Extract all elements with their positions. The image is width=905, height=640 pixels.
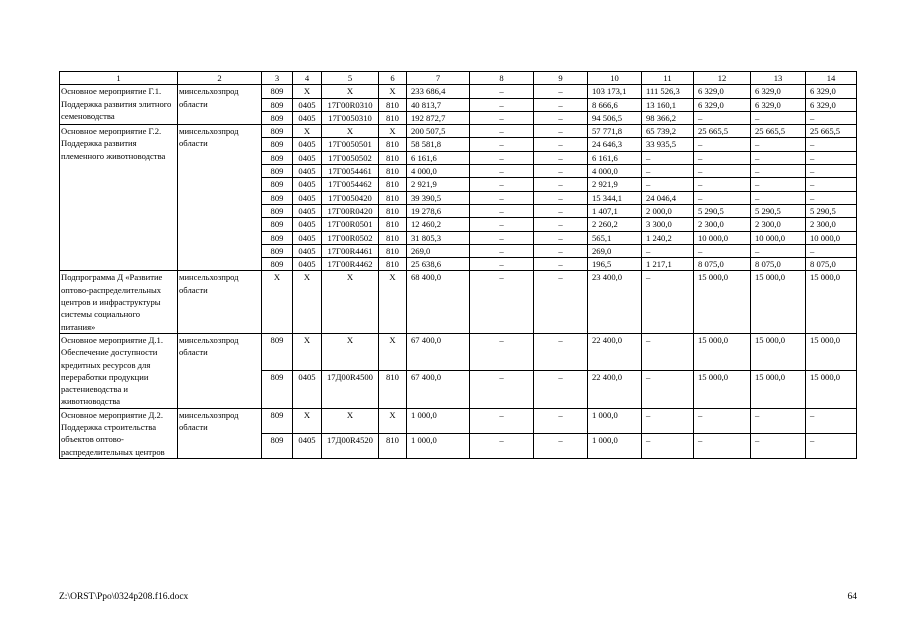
table-cell: – [694,178,751,191]
column-header-2: 2 [178,72,262,85]
table-cell: 2 921,9 [407,178,470,191]
table-cell: 68 400,0 [407,271,470,333]
table-cell: 17Г00R0310 [322,98,379,111]
table-cell: 13 160,1 [642,98,694,111]
table-cell: 809 [262,138,293,151]
table-cell: 8 075,0 [806,258,857,271]
table-cell: – [534,138,588,151]
table-cell: X [322,85,379,98]
table-cell: 810 [379,244,407,257]
table-cell: 15 000,0 [806,371,857,408]
table-cell: – [806,408,857,433]
table-cell: 6 329,0 [751,85,806,98]
table-cell: – [751,191,806,204]
table-cell: 17Г0050502 [322,151,379,164]
table-cell: X [379,85,407,98]
table-cell: 809 [262,371,293,408]
column-header-8: 8 [470,72,534,85]
table-cell: – [470,371,534,408]
table-cell: 810 [379,138,407,151]
table-cell: – [470,191,534,204]
table-cell: – [534,371,588,408]
table-cell: – [534,191,588,204]
table-cell: 0405 [293,178,322,191]
program-name-cell: Основное мероприятие Г.1. Поддержка развития элитного семеноводства [60,85,178,125]
table-cell: 809 [262,258,293,271]
column-header-5: 5 [322,72,379,85]
table-cell: – [470,244,534,257]
table-cell: 17Г0050310 [322,111,379,124]
table-cell: 15 344,1 [588,191,642,204]
page-footer [59,592,857,602]
table-cell: – [470,138,534,151]
table-cell: 25 665,5 [806,125,857,138]
table-cell: 810 [379,258,407,271]
table-cell: 1 000,0 [407,433,470,458]
table-cell: 19 278,6 [407,204,470,217]
table-cell: – [470,408,534,433]
table-cell: X [322,271,379,333]
table-cell: 809 [262,408,293,433]
table-cell: – [534,204,588,217]
table-cell: 233 686,4 [407,85,470,98]
table-cell: 0405 [293,204,322,217]
table-cell: 1 240,2 [642,231,694,244]
table-cell: – [694,244,751,257]
table-cell: 17Г00R0420 [322,204,379,217]
column-header-11: 11 [642,72,694,85]
table-cell: 58 581,8 [407,138,470,151]
table-cell: 15 000,0 [694,271,751,333]
table-cell: 40 813,7 [407,98,470,111]
table-cell: X [379,271,407,333]
table-cell: 810 [379,433,407,458]
table-cell: – [470,165,534,178]
table-cell: – [751,244,806,257]
column-header-12: 12 [694,72,751,85]
table-cell: 0405 [293,433,322,458]
table-cell: – [534,408,588,433]
table-cell: 810 [379,178,407,191]
table-cell: 810 [379,111,407,124]
table-cell: 22 400,0 [588,333,642,370]
table-cell: 17Г0054462 [322,178,379,191]
table-cell: 809 [262,231,293,244]
table-cell: X [379,333,407,370]
table-cell: – [534,271,588,333]
table-cell: 809 [262,433,293,458]
agency-cell: минсельхозпрод области [178,271,262,333]
table-cell: 5 290,5 [806,204,857,217]
table-cell: – [470,218,534,231]
table-cell: 4 000,0 [407,165,470,178]
table-cell: 0405 [293,231,322,244]
table-cell: 10 000,0 [751,231,806,244]
table-cell: 39 390,5 [407,191,470,204]
table-cell: 17Д00R4500 [322,371,379,408]
column-header-10: 10 [588,72,642,85]
table-cell: 0405 [293,111,322,124]
table-cell: – [806,191,857,204]
table-cell: – [694,111,751,124]
table-cell: 12 460,2 [407,218,470,231]
table-cell: 15 000,0 [751,333,806,370]
table-row [60,408,857,433]
table-cell: – [534,178,588,191]
agency-cell: минсельхозпрод области [178,85,262,125]
table-cell: 98 366,2 [642,111,694,124]
table-cell: 809 [262,85,293,98]
table-cell: 3 300,0 [642,218,694,231]
table-cell: – [751,433,806,458]
table-cell: X [293,333,322,370]
table-cell: 6 329,0 [694,85,751,98]
agency-cell: минсельхозпрод области [178,408,262,458]
table-cell: – [694,165,751,178]
table-cell: – [642,433,694,458]
table-cell: 10 000,0 [694,231,751,244]
table-cell: 809 [262,165,293,178]
table-cell: 2 300,0 [806,218,857,231]
table-cell: 6 329,0 [694,98,751,111]
table-cell: 65 739,2 [642,125,694,138]
table-cell: – [534,98,588,111]
table-cell: 809 [262,218,293,231]
table-cell: – [470,258,534,271]
table-cell: X [293,271,322,333]
table-cell: – [642,151,694,164]
table-cell: 0405 [293,258,322,271]
table-cell: 809 [262,98,293,111]
table-cell: – [470,178,534,191]
table-cell: 5 290,5 [694,204,751,217]
table-cell: – [642,178,694,191]
table-cell: – [751,151,806,164]
table-cell: X [322,125,379,138]
table-row [60,85,857,98]
column-header-3: 3 [262,72,293,85]
table-cell: 67 400,0 [407,371,470,408]
table-cell: 0405 [293,98,322,111]
table-cell: 5 290,5 [751,204,806,217]
table-cell: 810 [379,151,407,164]
table-cell: 2 300,0 [694,218,751,231]
table-cell: 200 507,5 [407,125,470,138]
table-cell: – [806,138,857,151]
table-cell: 103 173,1 [588,85,642,98]
table-cell: – [806,111,857,124]
column-header-4: 4 [293,72,322,85]
table-cell: 0405 [293,151,322,164]
table-cell: 17Г0050501 [322,138,379,151]
column-header-13: 13 [751,72,806,85]
table-cell: 8 075,0 [751,258,806,271]
table-row [60,333,857,370]
table-cell: 810 [379,231,407,244]
table-cell: 6 329,0 [806,85,857,98]
program-name-cell: Подпрограмма Д «Развитие оптово-распределительных центров и инфраструктуры системы социального питания» [60,271,178,333]
table-cell: – [751,165,806,178]
table-cell: – [534,218,588,231]
table-cell: – [534,85,588,98]
table-cell: 57 771,8 [588,125,642,138]
table-cell: X [322,408,379,433]
table-cell: 1 000,0 [588,408,642,433]
program-name-cell: Основное мероприятие Д.2. Поддержка строительства объектов оптово-распределительных центров [60,408,178,458]
table-cell: – [534,165,588,178]
table-cell: 25 638,6 [407,258,470,271]
table-cell: 196,5 [588,258,642,271]
table-cell: 2 000,0 [642,204,694,217]
table-cell: 15 000,0 [694,333,751,370]
table-cell: 809 [262,125,293,138]
table-cell: – [642,333,694,370]
table-cell: 810 [379,191,407,204]
table-cell: 17Д00R4520 [322,433,379,458]
table-cell: – [642,165,694,178]
table-cell: – [806,151,857,164]
table-cell: – [470,85,534,98]
column-header-6: 6 [379,72,407,85]
table-cell: X [379,125,407,138]
table-cell: 25 665,5 [751,125,806,138]
table-cell: 809 [262,333,293,370]
table-cell: 10 000,0 [806,231,857,244]
table-cell: – [534,333,588,370]
table-cell: – [534,258,588,271]
table-cell: – [751,178,806,191]
table-cell: – [806,178,857,191]
table-cell: 15 000,0 [751,371,806,408]
table-cell: 111 526,3 [642,85,694,98]
table-cell: – [534,244,588,257]
table-cell: – [806,433,857,458]
page-number: 64 [847,592,857,602]
table-cell: 1 000,0 [588,433,642,458]
table-cell: 809 [262,191,293,204]
table-cell: – [534,231,588,244]
table-cell: 33 935,5 [642,138,694,151]
table-cell: 1 407,1 [588,204,642,217]
table-row [60,271,857,333]
table-cell: – [694,408,751,433]
table-cell: X [322,333,379,370]
budget-table [59,71,857,459]
table-cell: 192 872,7 [407,111,470,124]
column-header-14: 14 [806,72,857,85]
table-cell: – [751,408,806,433]
table-cell: X [262,271,293,333]
table-cell: 17Г0054461 [322,165,379,178]
table-cell: 22 400,0 [588,371,642,408]
program-name-cell: Основное мероприятие Г.2. Поддержка развития племенного животноводства [60,125,178,271]
table-cell: – [470,151,534,164]
table-cell: – [642,408,694,433]
table-cell: 6 161,6 [588,151,642,164]
table-cell: 2 921,9 [588,178,642,191]
table-cell: 565,1 [588,231,642,244]
table-cell: 24 646,3 [588,138,642,151]
table-cell: – [534,111,588,124]
column-header-7: 7 [407,72,470,85]
table-cell: – [751,111,806,124]
program-name-cell: Основное мероприятие Д.1. Обеспечение доступности кредитных ресурсов для переработки продукции растениеводства и животноводства [60,333,178,408]
table-cell: X [379,408,407,433]
table-cell: – [694,138,751,151]
column-header-1: 1 [60,72,178,85]
table-cell: 269,0 [407,244,470,257]
table-cell: 1 000,0 [407,408,470,433]
table-cell: 0405 [293,244,322,257]
table-cell: 17Г0050420 [322,191,379,204]
table-cell: X [293,408,322,433]
table-cell: – [806,244,857,257]
table-cell: – [470,231,534,244]
table-cell: 809 [262,151,293,164]
table-cell: 94 506,5 [588,111,642,124]
footer-file-path: Z:\ORST\Ppo\0324p208.f16.docx [59,592,189,602]
table-cell: 6 329,0 [806,98,857,111]
table-cell: – [470,98,534,111]
table-cell: 6 329,0 [751,98,806,111]
table-cell: 15 000,0 [806,333,857,370]
table-cell: 17Г00R4462 [322,258,379,271]
table-cell: 1 217,1 [642,258,694,271]
table-cell: 810 [379,204,407,217]
table-cell: – [534,433,588,458]
table-cell: 4 000,0 [588,165,642,178]
table-cell: – [470,111,534,124]
table-cell: 810 [379,218,407,231]
table-cell: 0405 [293,191,322,204]
table-cell: – [470,125,534,138]
table-cell: 31 805,3 [407,231,470,244]
table-cell: 810 [379,98,407,111]
table-cell: – [470,433,534,458]
table-cell: – [751,138,806,151]
table-cell: 17Г00R4461 [322,244,379,257]
table-cell: 2 260,2 [588,218,642,231]
table-cell: – [470,333,534,370]
table-cell: – [642,371,694,408]
table-cell: 810 [379,371,407,408]
table-header-row [60,72,857,85]
table-cell: – [694,191,751,204]
table-cell: 809 [262,204,293,217]
table-row [60,125,857,138]
table-cell: – [694,151,751,164]
table-cell: 15 000,0 [751,271,806,333]
table-cell: 0405 [293,138,322,151]
table-cell: 809 [262,244,293,257]
table-cell: 67 400,0 [407,333,470,370]
table-cell: 8 075,0 [694,258,751,271]
table-cell: 810 [379,165,407,178]
table-cell: 15 000,0 [694,371,751,408]
table-cell: 17Г00R0501 [322,218,379,231]
table-cell: – [642,244,694,257]
table-cell: 25 665,5 [694,125,751,138]
table-cell: 0405 [293,371,322,408]
table-cell: 23 400,0 [588,271,642,333]
table-cell: – [470,204,534,217]
table-cell: 6 161,6 [407,151,470,164]
table-cell: 0405 [293,218,322,231]
table-cell: 269,0 [588,244,642,257]
table-cell: 24 046,4 [642,191,694,204]
table-cell: – [534,125,588,138]
table-cell: – [470,271,534,333]
table-cell: – [806,165,857,178]
table-cell: 809 [262,111,293,124]
table-cell: – [642,271,694,333]
table-cell: 2 300,0 [751,218,806,231]
table-cell: 15 000,0 [806,271,857,333]
table-cell: X [293,85,322,98]
table-cell: 17Г00R0502 [322,231,379,244]
table-cell: – [694,433,751,458]
agency-cell: минсельхозпрод области [178,125,262,271]
table-cell: X [293,125,322,138]
table-cell: 809 [262,178,293,191]
table-cell: – [534,151,588,164]
column-header-9: 9 [534,72,588,85]
table-cell: 8 666,6 [588,98,642,111]
table-cell: 0405 [293,165,322,178]
agency-cell: минсельхозпрод области [178,333,262,408]
